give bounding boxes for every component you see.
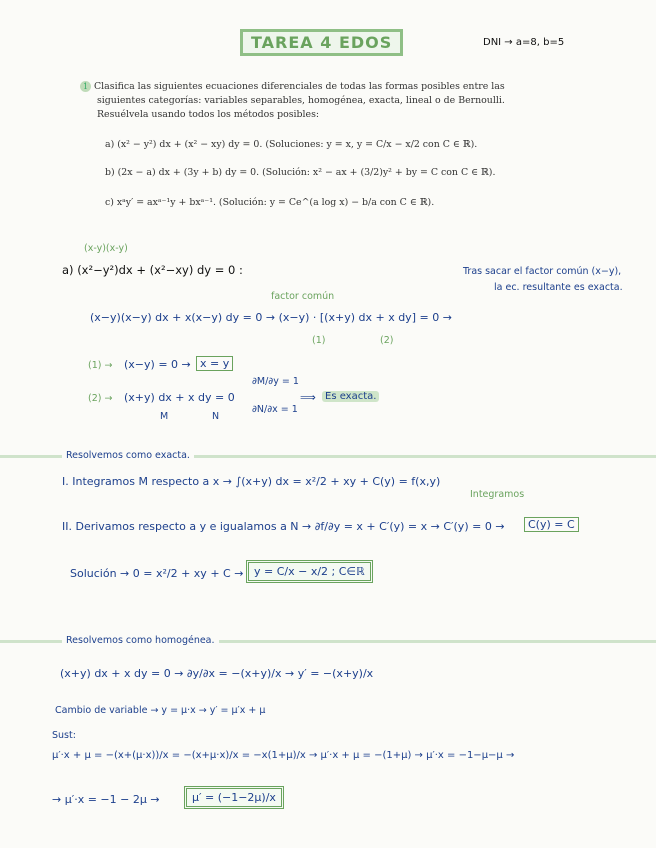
step-2: II. Derivamos respecto a y e igualamos a N → ∂f/∂y = x + C′(y) = x → C′(y) = 0 → bbox=[62, 520, 505, 533]
dni-note: DNI → a=8, b=5 bbox=[483, 37, 565, 48]
step-2-result: C(y) = C bbox=[524, 517, 579, 532]
brace-label-1: (1) bbox=[312, 335, 326, 346]
case-1-result: x = y bbox=[196, 356, 233, 371]
problem-item-a: a) (x² − y²) dx + (x² − xy) dy = 0. (Soluciones: y = x, y = C/x − x/2 con C ∈ ℝ). bbox=[105, 139, 478, 150]
last-result: μ′ = (−1−2μ)/x bbox=[184, 786, 284, 809]
problem-line-3: Resuélvela usando todos los métodos posibles: bbox=[97, 109, 320, 120]
change-of-variable: Cambio de variable → y = μ·x → y′ = μ′x + μ bbox=[55, 705, 266, 716]
problem-number: 1 bbox=[80, 81, 91, 92]
substitution-line: μ′·x + μ = −(x+(μ·x))/x = −(x+μ·x)/x = −x(1+μ)/x → μ′·x + μ = −(1+μ) → μ′·x = −1−μ−μ → bbox=[52, 750, 515, 761]
case-2-prefix: (2) → bbox=[88, 393, 113, 404]
equation-a: a) (x²−y²)dx + (x²−xy) dy = 0 : bbox=[62, 263, 243, 277]
problem-line-1: 1 Clasifica las siguientes ecuaciones diferenciales de todas las formas posibles entre las bbox=[80, 81, 505, 92]
brace-label-2: (2) bbox=[380, 335, 394, 346]
dn-dx: ∂N/∂x = 1 bbox=[252, 404, 298, 415]
side-note-2: la ec. resultante es exacta. bbox=[494, 282, 623, 293]
brace-n: N bbox=[212, 411, 220, 422]
factor-hint: (x-y)(x-y) bbox=[84, 243, 128, 254]
case-1-prefix: (1) → bbox=[88, 360, 113, 371]
side-note-1: Tras sacar el factor común (x−y), bbox=[463, 266, 622, 277]
homog-line-1: (x+y) dx + x dy = 0 → ∂y/∂x = −(x+y)/x → y′ = −(x+y)/x bbox=[60, 667, 374, 680]
section-homog-title: Resolvemos como homogénea. bbox=[62, 635, 219, 646]
factored-equation: (x−y)(x−y) dx + x(x−y) dy = 0 → (x−y) · [(x+y) dx + x dy] = 0 → bbox=[90, 311, 452, 324]
problem-item-b: b) (2x − a) dx + (3y + b) dy = 0. (Solución: x² − ax + (3/2)y² + by = C con C ∈ ℝ). bbox=[105, 167, 496, 178]
case-2: (x+y) dx + x dy = 0 bbox=[124, 391, 235, 404]
last-line: → μ′·x = −1 − 2μ → bbox=[52, 793, 160, 806]
factor-label: factor común bbox=[271, 291, 335, 302]
solution-line: Solución → 0 = x²/2 + xy + C → bbox=[70, 567, 244, 580]
section-exact-title: Resolvemos como exacta. bbox=[62, 450, 194, 461]
step-1: I. Integramos M respecto a x → ∫(x+y) dx = x²/2 + xy + C(y) = f(x,y) bbox=[62, 475, 441, 488]
integramos-label: Integramos bbox=[470, 489, 525, 500]
exact-badge: Es exacta. bbox=[322, 391, 379, 402]
solution-result: y = C/x − x/2 ; C∈ℝ bbox=[246, 560, 373, 583]
problem-item-c: c) xᵃy′ = axᵃ⁻¹y + bxᵃ⁻¹. (Solución: y = Ce^(a log x) − b/a con C ∈ ℝ). bbox=[105, 197, 435, 208]
dm-dy: ∂M/∂y = 1 bbox=[252, 376, 299, 387]
case-1: (x−y) = 0 → bbox=[124, 358, 191, 371]
page-title: TAREA 4 EDOS bbox=[240, 29, 403, 56]
brace-m: M bbox=[160, 411, 169, 422]
sust-label: Sust: bbox=[52, 730, 76, 741]
implies-arrow: ⟹ bbox=[300, 391, 316, 404]
problem-line-2: siguientes categorías: variables separables, homogénea, exacta, lineal o de Bernoulli. bbox=[97, 95, 505, 106]
